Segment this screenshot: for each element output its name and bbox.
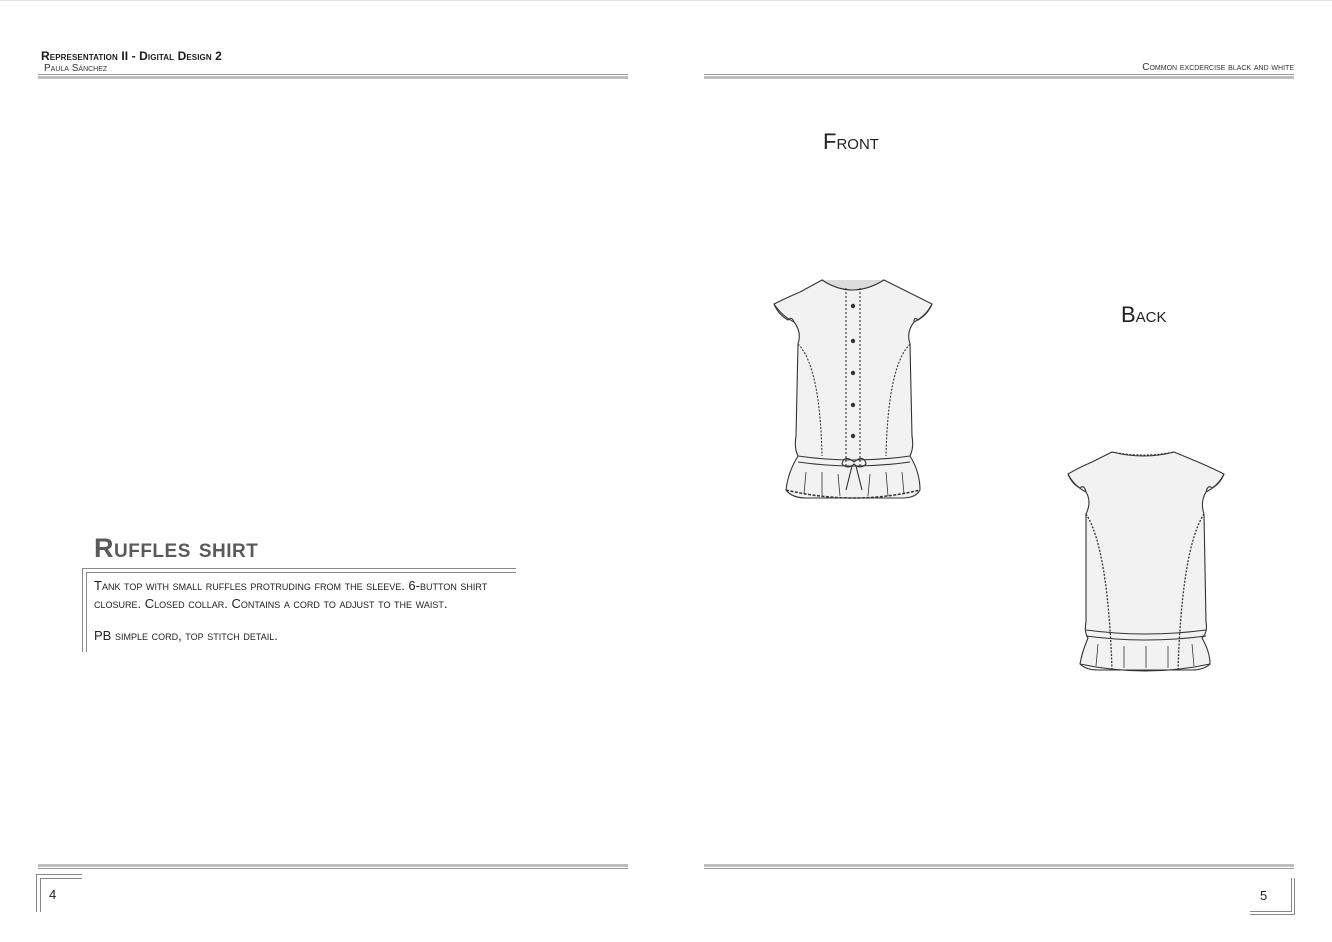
description-paragraph-2: PB simple cord, top stitch detail.: [94, 628, 278, 643]
description-text: [94, 577, 514, 659]
page-corner-frame: [1250, 878, 1296, 916]
header-rule-thin: [38, 74, 628, 75]
footer-rule-thin: [38, 868, 628, 869]
footer-rule-thick: [704, 864, 1294, 867]
document-title: Representation II - Digital Design 2: [41, 49, 222, 63]
back-view-label: Back: [1121, 302, 1167, 327]
description-paragraph-1: Tank top with small ruffles protruding from the sleeve. 6-button shirt closure. Closed collar. Contains a cord to adjust to the waist.: [94, 578, 488, 611]
footer-rule-thin: [704, 868, 1294, 869]
front-shirt-illustration: [770, 276, 938, 508]
right-page: [666, 0, 1332, 942]
back-shirt-illustration: [1064, 448, 1228, 674]
header-rule-thick: [38, 76, 628, 79]
header-rule-thin: [704, 74, 1294, 75]
page-number-left: 4: [49, 887, 57, 902]
page-number-right: 5: [1260, 888, 1268, 903]
footer-rule-thick: [38, 864, 628, 867]
page-subtitle: Common excdercise black and white: [1142, 62, 1294, 73]
author-name: Paula Sánchez: [44, 63, 108, 74]
page-corner-frame: [36, 874, 84, 914]
front-view-label: Front: [823, 129, 879, 154]
header-rule-thick: [704, 76, 1294, 79]
section-title: Ruffles shirt: [94, 533, 259, 563]
